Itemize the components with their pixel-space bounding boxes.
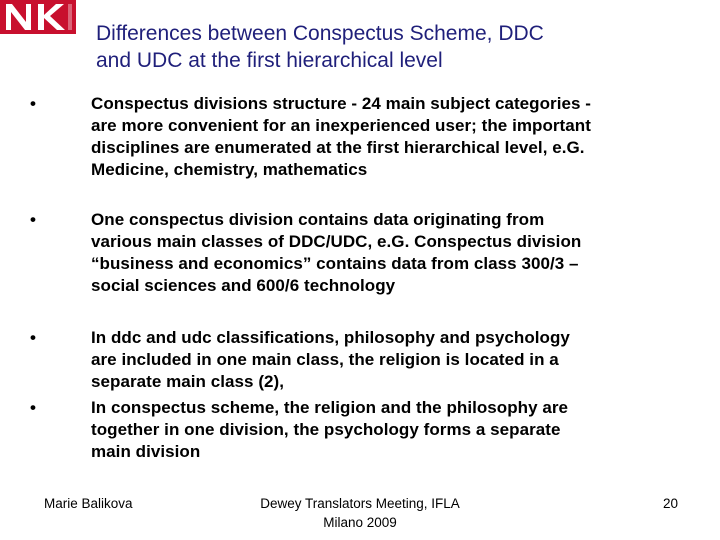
bullet-line: disciplines are enumerated at the first hierarchical level, e.G.	[91, 138, 585, 157]
bullet-line: separate main class (2),	[91, 372, 285, 391]
bullet-line: various main classes of DDC/UDC, e.G. Conspectus division	[91, 232, 582, 251]
bullet-text	[91, 209, 581, 297]
bullet-line: Medicine, chemistry, mathematics	[91, 160, 368, 179]
bullet-line: social sciences and 600/6 technology	[91, 276, 396, 295]
bullet-line: are more convenient for an inexperienced user; the important	[91, 116, 591, 135]
bullet-text	[91, 327, 570, 393]
bullet-line: Conspectus divisions structure - 24 main subject categories -	[91, 94, 591, 113]
bullet-marker: •	[30, 398, 36, 417]
slide-title	[96, 20, 696, 74]
bullet-text	[91, 397, 568, 463]
bullet-marker: •	[30, 210, 36, 229]
bullet-line: One conspectus division contains data originating from	[91, 210, 545, 229]
bullet-line: In conspectus scheme, the religion and the philosophy are	[91, 398, 569, 417]
title-line-1: Differences between Conspectus Scheme, DDC	[96, 22, 544, 45]
bullet-marker: •	[30, 94, 36, 113]
footer-author: Marie Balikova	[44, 496, 133, 511]
bullet-line: are included in one main class, the religion is located in a	[91, 350, 559, 369]
bullet-line: main division	[91, 442, 201, 461]
page-number: 20	[662, 496, 678, 511]
bullet-item	[30, 327, 690, 393]
bullet-item	[30, 397, 690, 463]
bullet-item	[30, 93, 690, 181]
bullet-line: In ddc and udc classifications, philosophy and psychology	[91, 328, 570, 347]
bullet-line: together in one division, the psychology forms a separate	[91, 420, 561, 439]
nsk-logo	[0, 0, 76, 34]
bullet-marker: •	[30, 328, 36, 347]
footer-event	[238, 494, 482, 532]
footer-event-line-1: Dewey Translators Meeting, IFLA	[260, 496, 460, 511]
footer-event-line-2: Milano 2009	[323, 515, 397, 530]
bullet-line: “business and economics” contains data from class 300/3 –	[91, 254, 579, 273]
bullet-item	[30, 209, 690, 297]
title-line-2: and UDC at the first hierarchical level	[96, 49, 443, 72]
bullet-text	[91, 93, 591, 181]
